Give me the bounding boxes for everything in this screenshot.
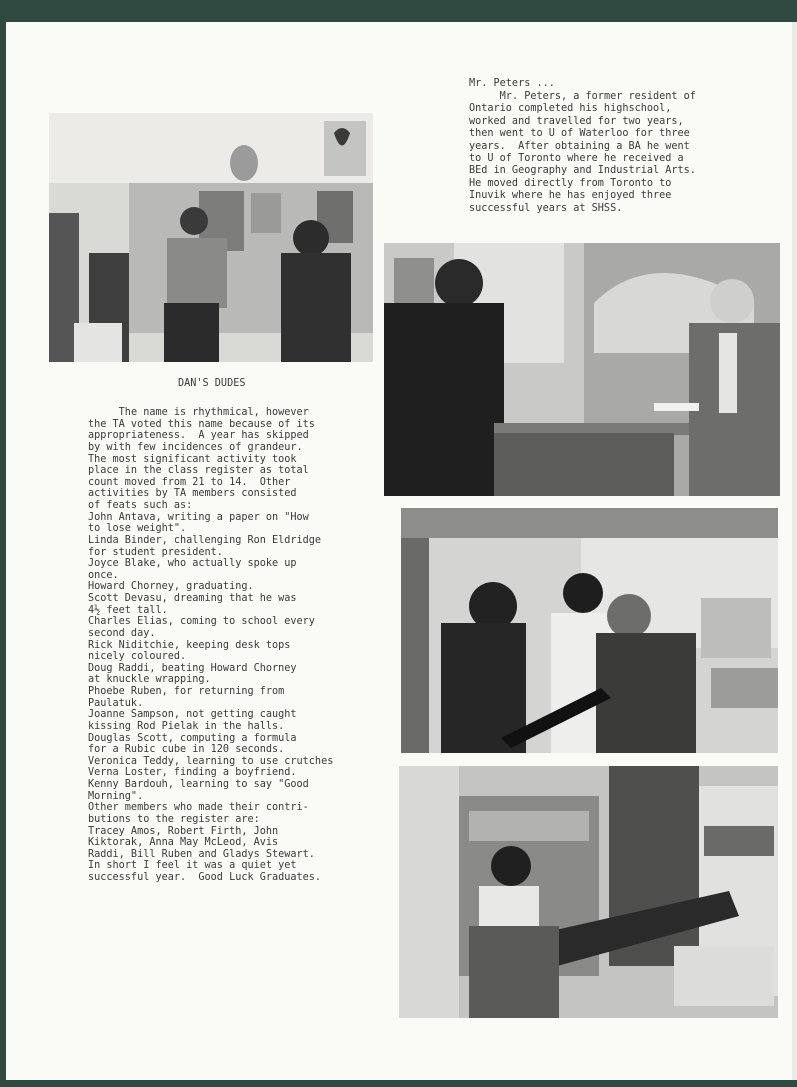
peters-heading: Mr. Peters ... [469,78,555,89]
photo-classroom [49,113,373,362]
photo-guitar-workshop [401,508,778,753]
photo-student-reading [399,766,778,1018]
peters-bio: Mr. Peters, a former resident of Ontario completed his highschool, worked and travelled for two years, then went to U of Waterloo for three years. After obtaining a BA he went to U of Toronto where he received a BEd in Geography and Industrial Arts. He moved directly from Toronto to Inuvik where he has enjoyed three successful years at SHSS. [469,91,696,214]
photo-shop-instructors [384,243,780,496]
dans-dudes-text: The name is rhythmical, however the TA voted this name because of its appropriateness. A year has skipped by with few incidences of grandeur. The most significant activity took place in the class register as total count moved from 21 to 14. Other activities by TA members consisted of feats such as: John Antava, writing a paper on "How to lose weight". Linda Binder, challenging Ron Eldridge for student president. Joyce Blake, who actually spoke up once. Howard Chorney, graduating. Scott Devasu, dreaming that he was 4½ feet tall. Charles Elias, coming to school every second day. Rick Niditchie, keeping desk tops nicely coloured. Doug Raddi, beating Howard Chorney at knuckle wrapping. Phoebe Ruben, for returning from Paulatuk. Joanne Sampson, not getting caught kissing Rod Pielak in the halls. Douglas Scott, computing a formula for a Rubic cube in 120 seconds. Veronica Teddy, learning to use crutches Verna Loster, finding a boyfriend. Kenny Bardouh, learning to say "Good Morning". Other members who made their contri- butions to the register are: Tracey Amos, Robert Firth, John Kiktorak, Anna May McLeod, Avis Raddi, Bill Ruben and Gladys Stewart. In short I feel it was a quiet yet successful year. Good Luck Graduates. [88,407,334,883]
page-edge [792,22,797,1080]
section-title: DAN'S DUDES [178,378,246,389]
